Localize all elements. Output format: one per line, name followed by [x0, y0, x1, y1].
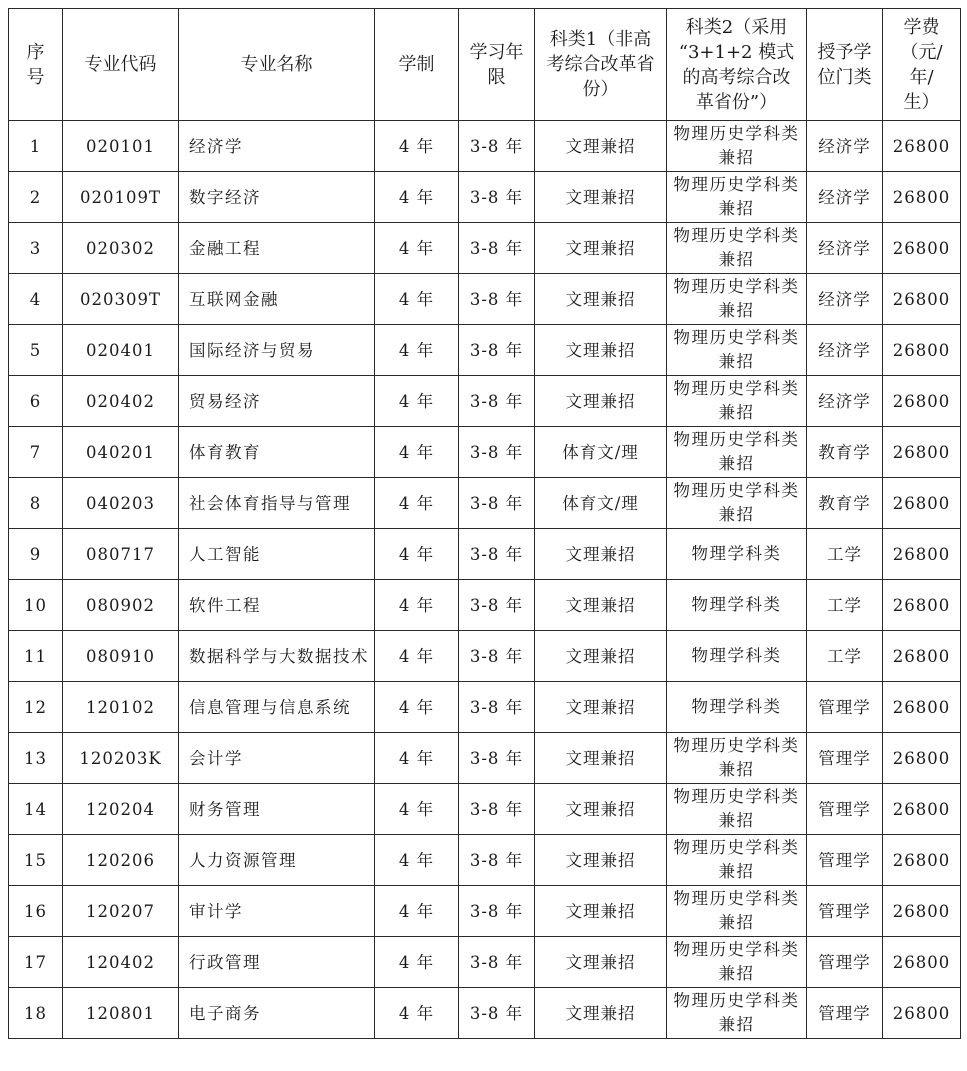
- cell-degree: 工学: [807, 580, 883, 631]
- cell-category-1: 文理兼招: [535, 784, 667, 835]
- cell-seq: 10: [9, 580, 63, 631]
- cell-seq: 9: [9, 529, 63, 580]
- cell-name: 会计学: [179, 733, 375, 784]
- cell-years: 3-8 年: [459, 427, 535, 478]
- cell-code: 120204: [63, 784, 179, 835]
- cell-code: 020101: [63, 121, 179, 172]
- table-row: [9, 478, 961, 529]
- cell-code: 120402: [63, 937, 179, 988]
- cell-degree: 管理学: [807, 937, 883, 988]
- cell-fee: 26800: [883, 478, 961, 529]
- cell-system: 4 年: [375, 529, 459, 580]
- cell-name: 国际经济与贸易: [179, 325, 375, 376]
- cell-seq: 4: [9, 274, 63, 325]
- cell-system: 4 年: [375, 886, 459, 937]
- cell-degree: 经济学: [807, 223, 883, 274]
- table-row: [9, 937, 961, 988]
- cell-name: 体育教育: [179, 427, 375, 478]
- cell-degree: 工学: [807, 631, 883, 682]
- cell-years: 3-8 年: [459, 835, 535, 886]
- cell-category-1: 文理兼招: [535, 937, 667, 988]
- cell-category-2: 物理学科类: [667, 580, 807, 631]
- cell-category-1: 文理兼招: [535, 172, 667, 223]
- cell-seq: 16: [9, 886, 63, 937]
- table-header-row: [9, 9, 961, 121]
- cell-category-1: 文理兼招: [535, 733, 667, 784]
- cell-system: 4 年: [375, 325, 459, 376]
- cell-category-1: 文理兼招: [535, 274, 667, 325]
- cell-category-2: 物理历史学科类兼招: [667, 376, 807, 427]
- cell-code: 080910: [63, 631, 179, 682]
- cell-category-1: 体育文/理: [535, 478, 667, 529]
- cell-category-1: 文理兼招: [535, 988, 667, 1039]
- table-row: [9, 835, 961, 886]
- cell-degree: 管理学: [807, 988, 883, 1039]
- cell-system: 4 年: [375, 733, 459, 784]
- cell-name: 数据科学与大数据技术: [179, 631, 375, 682]
- cell-category-2: 物理学科类: [667, 529, 807, 580]
- cell-system: 4 年: [375, 682, 459, 733]
- cell-category-1: 文理兼招: [535, 682, 667, 733]
- table-row: [9, 631, 961, 682]
- cell-fee: 26800: [883, 733, 961, 784]
- header-years: 学习年 限: [459, 9, 535, 121]
- header-category-2: 科类2（采用 “3+1+2 模式 的高考综合改 革省份”）: [667, 9, 807, 121]
- cell-system: 4 年: [375, 784, 459, 835]
- table-row: [9, 988, 961, 1039]
- cell-seq: 1: [9, 121, 63, 172]
- table-row: [9, 223, 961, 274]
- cell-name: 互联网金融: [179, 274, 375, 325]
- cell-system: 4 年: [375, 223, 459, 274]
- cell-years: 3-8 年: [459, 325, 535, 376]
- cell-years: 3-8 年: [459, 631, 535, 682]
- cell-code: 040203: [63, 478, 179, 529]
- cell-seq: 3: [9, 223, 63, 274]
- cell-system: 4 年: [375, 937, 459, 988]
- cell-category-2: 物理历史学科类兼招: [667, 733, 807, 784]
- header-name: 专业名称: [179, 9, 375, 121]
- cell-years: 3-8 年: [459, 937, 535, 988]
- cell-name: 行政管理: [179, 937, 375, 988]
- cell-name: 贸易经济: [179, 376, 375, 427]
- cell-category-2: 物理历史学科类兼招: [667, 121, 807, 172]
- table-row: [9, 733, 961, 784]
- cell-years: 3-8 年: [459, 886, 535, 937]
- cell-code: 080902: [63, 580, 179, 631]
- cell-years: 3-8 年: [459, 682, 535, 733]
- cell-code: 080717: [63, 529, 179, 580]
- cell-system: 4 年: [375, 988, 459, 1039]
- cell-system: 4 年: [375, 274, 459, 325]
- cell-category-2: 物理学科类: [667, 682, 807, 733]
- cell-seq: 8: [9, 478, 63, 529]
- cell-category-1: 文理兼招: [535, 835, 667, 886]
- cell-category-2: 物理历史学科类兼招: [667, 274, 807, 325]
- cell-fee: 26800: [883, 223, 961, 274]
- cell-degree: 管理学: [807, 733, 883, 784]
- cell-years: 3-8 年: [459, 733, 535, 784]
- cell-degree: 管理学: [807, 784, 883, 835]
- table-row: [9, 427, 961, 478]
- cell-seq: 14: [9, 784, 63, 835]
- cell-name: 经济学: [179, 121, 375, 172]
- cell-name: 数字经济: [179, 172, 375, 223]
- header-degree: 授予学 位门类: [807, 9, 883, 121]
- table-row: [9, 529, 961, 580]
- cell-fee: 26800: [883, 580, 961, 631]
- cell-system: 4 年: [375, 580, 459, 631]
- cell-category-1: 文理兼招: [535, 580, 667, 631]
- cell-code: 120102: [63, 682, 179, 733]
- cell-code: 120207: [63, 886, 179, 937]
- cell-category-1: 文理兼招: [535, 376, 667, 427]
- cell-degree: 管理学: [807, 682, 883, 733]
- cell-fee: 26800: [883, 835, 961, 886]
- cell-degree: 经济学: [807, 274, 883, 325]
- header-code: 专业代码: [63, 9, 179, 121]
- table-row: [9, 325, 961, 376]
- cell-name: 人力资源管理: [179, 835, 375, 886]
- cell-system: 4 年: [375, 835, 459, 886]
- cell-category-2: 物理历史学科类兼招: [667, 223, 807, 274]
- cell-name: 财务管理: [179, 784, 375, 835]
- cell-category-1: 文理兼招: [535, 529, 667, 580]
- cell-fee: 26800: [883, 121, 961, 172]
- cell-fee: 26800: [883, 376, 961, 427]
- cell-category-2: 物理历史学科类兼招: [667, 988, 807, 1039]
- cell-years: 3-8 年: [459, 376, 535, 427]
- cell-name: 金融工程: [179, 223, 375, 274]
- cell-fee: 26800: [883, 631, 961, 682]
- cell-category-2: 物理历史学科类兼招: [667, 478, 807, 529]
- cell-category-1: 文理兼招: [535, 223, 667, 274]
- cell-fee: 26800: [883, 784, 961, 835]
- cell-fee: 26800: [883, 682, 961, 733]
- cell-seq: 13: [9, 733, 63, 784]
- cell-category-2: 物理历史学科类兼招: [667, 886, 807, 937]
- table-row: [9, 886, 961, 937]
- cell-seq: 2: [9, 172, 63, 223]
- cell-category-1: 文理兼招: [535, 631, 667, 682]
- cell-code: 020401: [63, 325, 179, 376]
- cell-years: 3-8 年: [459, 274, 535, 325]
- cell-category-2: 物理历史学科类兼招: [667, 172, 807, 223]
- cell-code: 040201: [63, 427, 179, 478]
- cell-seq: 5: [9, 325, 63, 376]
- cell-seq: 17: [9, 937, 63, 988]
- cell-fee: 26800: [883, 529, 961, 580]
- cell-system: 4 年: [375, 172, 459, 223]
- cell-fee: 26800: [883, 886, 961, 937]
- cell-years: 3-8 年: [459, 529, 535, 580]
- cell-system: 4 年: [375, 376, 459, 427]
- cell-years: 3-8 年: [459, 478, 535, 529]
- cell-seq: 11: [9, 631, 63, 682]
- cell-seq: 6: [9, 376, 63, 427]
- cell-category-1: 文理兼招: [535, 325, 667, 376]
- cell-category-2: 物理历史学科类兼招: [667, 835, 807, 886]
- cell-category-1: 文理兼招: [535, 886, 667, 937]
- cell-code: 020402: [63, 376, 179, 427]
- majors-table: [8, 8, 961, 1039]
- cell-name: 信息管理与信息系统: [179, 682, 375, 733]
- cell-years: 3-8 年: [459, 121, 535, 172]
- cell-system: 4 年: [375, 631, 459, 682]
- cell-code: 020309T: [63, 274, 179, 325]
- cell-years: 3-8 年: [459, 988, 535, 1039]
- table-row: [9, 682, 961, 733]
- cell-category-1: 体育文/理: [535, 427, 667, 478]
- cell-category-2: 物理历史学科类兼招: [667, 784, 807, 835]
- cell-name: 电子商务: [179, 988, 375, 1039]
- cell-code: 120801: [63, 988, 179, 1039]
- cell-degree: 管理学: [807, 886, 883, 937]
- cell-years: 3-8 年: [459, 580, 535, 631]
- cell-code: 120206: [63, 835, 179, 886]
- cell-fee: 26800: [883, 988, 961, 1039]
- table-row: [9, 580, 961, 631]
- cell-code: 020302: [63, 223, 179, 274]
- cell-fee: 26800: [883, 274, 961, 325]
- cell-code: 020109T: [63, 172, 179, 223]
- cell-years: 3-8 年: [459, 172, 535, 223]
- table-row: [9, 784, 961, 835]
- table-row: [9, 121, 961, 172]
- header-system: 学制: [375, 9, 459, 121]
- cell-name: 软件工程: [179, 580, 375, 631]
- cell-code: 120203K: [63, 733, 179, 784]
- cell-category-2: 物理学科类: [667, 631, 807, 682]
- cell-category-2: 物理历史学科类兼招: [667, 937, 807, 988]
- cell-system: 4 年: [375, 427, 459, 478]
- cell-degree: 经济学: [807, 376, 883, 427]
- cell-system: 4 年: [375, 478, 459, 529]
- cell-seq: 15: [9, 835, 63, 886]
- table-row: [9, 172, 961, 223]
- cell-years: 3-8 年: [459, 784, 535, 835]
- cell-years: 3-8 年: [459, 223, 535, 274]
- cell-fee: 26800: [883, 325, 961, 376]
- cell-degree: 经济学: [807, 172, 883, 223]
- table-row: [9, 274, 961, 325]
- cell-degree: 经济学: [807, 121, 883, 172]
- cell-name: 审计学: [179, 886, 375, 937]
- header-fee: 学费 （元/ 年/ 生）: [883, 9, 961, 121]
- cell-name: 人工智能: [179, 529, 375, 580]
- table-row: [9, 376, 961, 427]
- cell-category-2: 物理历史学科类兼招: [667, 325, 807, 376]
- cell-name: 社会体育指导与管理: [179, 478, 375, 529]
- cell-degree: 经济学: [807, 325, 883, 376]
- cell-seq: 18: [9, 988, 63, 1039]
- cell-seq: 7: [9, 427, 63, 478]
- cell-fee: 26800: [883, 937, 961, 988]
- cell-fee: 26800: [883, 427, 961, 478]
- cell-fee: 26800: [883, 172, 961, 223]
- header-seq: 序 号: [9, 9, 63, 121]
- header-category-1: 科类1（非高 考综合改革省 份）: [535, 9, 667, 121]
- cell-seq: 12: [9, 682, 63, 733]
- cell-degree: 工学: [807, 529, 883, 580]
- cell-degree: 教育学: [807, 427, 883, 478]
- cell-category-1: 文理兼招: [535, 121, 667, 172]
- cell-system: 4 年: [375, 121, 459, 172]
- cell-degree: 管理学: [807, 835, 883, 886]
- cell-category-2: 物理历史学科类兼招: [667, 427, 807, 478]
- cell-degree: 教育学: [807, 478, 883, 529]
